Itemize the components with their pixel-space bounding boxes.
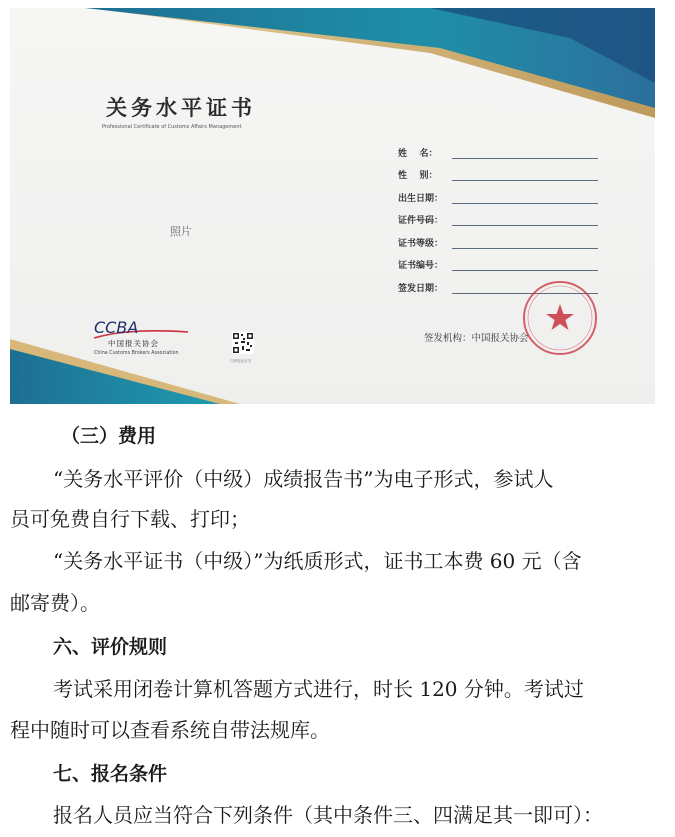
field-line [452,259,598,271]
field-line [452,192,598,204]
field-certificate-number [398,249,598,272]
ccba-logo-text: CCBA [94,318,139,337]
fee-paragraph-1-line-1: “关务水平评价（中级）成绩报告书”为电子形式，参试人 [53,467,554,491]
field-label: 证件号码： [398,216,444,226]
rules-paragraph-line-2: 程中随时可以查看系统自带法规库。 [10,718,330,742]
certificate-fields [398,136,598,294]
qr-code-icon [232,332,254,354]
field-label: 出生日期： [398,193,444,204]
field-label: 性 别： [398,171,438,181]
field-level [398,226,598,249]
issuing-organization: 签发机构：中国报关协会 [424,333,529,344]
field-line [452,214,598,226]
ccba-logo-english: China Customs Brokers Association [94,351,179,356]
field-label: 签发日期： [398,283,444,294]
field-line [452,147,598,159]
ccba-logo-chinese: 中国报关协会 [108,339,159,348]
qr-caption: 扫码验证证书 [230,359,251,363]
fee-paragraph-2-line-2: 邮寄费）。 [10,591,100,615]
field-label: 证书等级： [398,238,444,249]
certificate-title: 关务水平证书 [106,96,256,120]
field-id-number [398,204,598,227]
fee-heading: （三）费用 [61,425,157,447]
signup-heading: 七、报名条件 [53,763,168,785]
field-birthdate [398,181,598,204]
fee-paragraph-2-line-1: “关务水平证书（中级）”为纸质形式，证书工本费 60 元（含 [53,549,582,573]
field-name [398,136,598,159]
field-label: 证书编号： [398,261,444,271]
field-line [452,237,598,249]
rules-paragraph-line-1: 考试采用闭卷计算机答题方式进行，时长 120 分钟。考试过 [53,677,584,701]
field-label: 姓 名： [398,148,438,159]
signup-paragraph-line-1: 报名人员应当符合下列条件（其中条件三、四满足其一即可）： [53,803,603,827]
official-seal-icon [520,278,600,358]
fee-paragraph-1-line-2: 员可免费自行下载、打印； [10,507,250,531]
rules-heading: 六、评价规则 [53,636,168,658]
certificate-image [10,8,655,404]
field-line [452,169,598,181]
certificate-subtitle: Professional Certificate of Customs Affairs Management [102,124,242,130]
photo-placeholder-label: 照片 [170,225,192,238]
field-gender [398,159,598,182]
